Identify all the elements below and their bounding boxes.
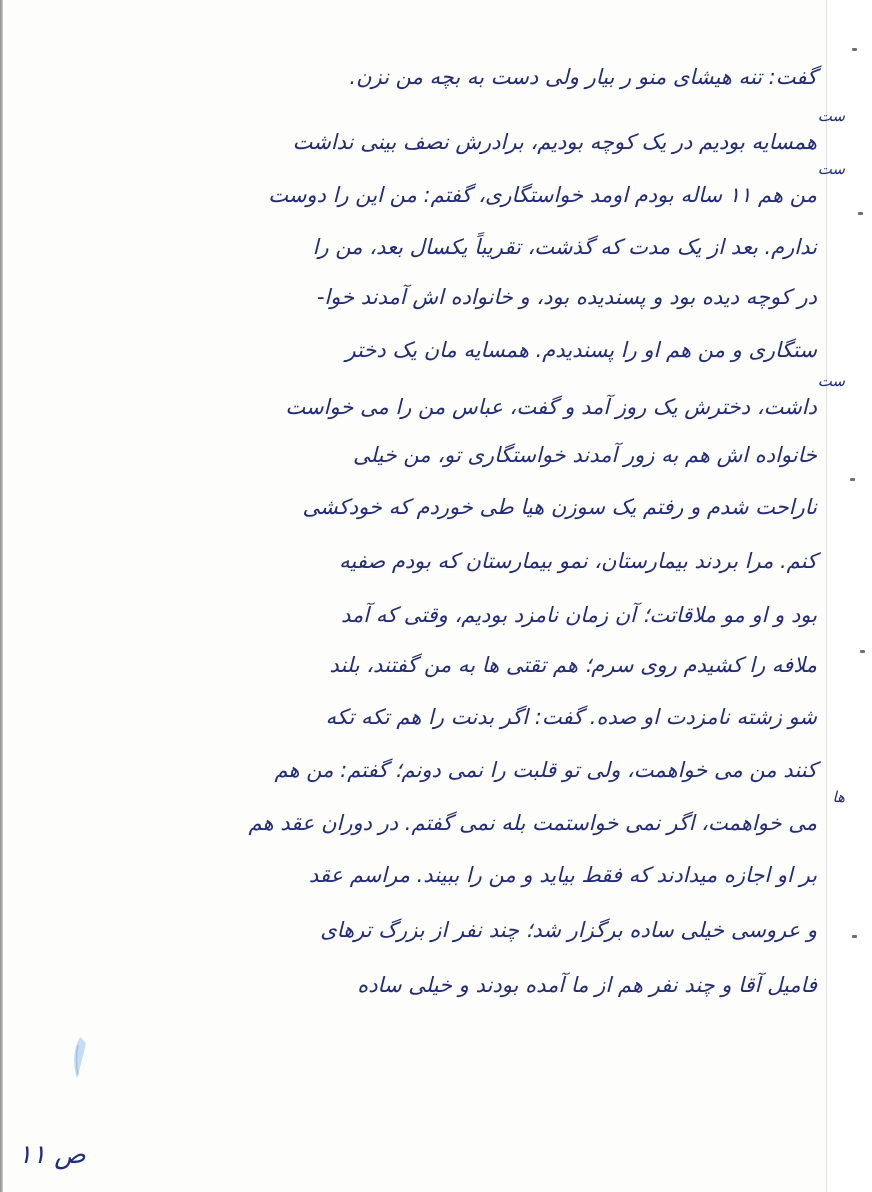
ink-blot-icon — [70, 1035, 88, 1083]
scan-mark — [850, 478, 855, 481]
text-line-14: کنند من می خواهمت، ولی تو قلبت را نمی دونم؛ گفتم: من هم — [274, 758, 817, 782]
text-line-13: شو زشته نامزدت او صده. گفت: اگر بدنت را هم تکه تکه — [325, 705, 817, 729]
scan-mark — [852, 935, 857, 938]
margin-note: ها — [832, 788, 845, 806]
text-line-10: کنم. مرا بردند بیمارستان، نمو بیمارستان که بودم صفیه — [339, 549, 817, 573]
text-line-9: ناراحت شدم و رفتم یک سوزن هیا طی خوردم که خودکشی — [302, 495, 817, 519]
text-line-4: ندارم. بعد از یک مدت که گذشت، تقریباً یکسال بعد، من را — [312, 235, 817, 259]
text-line-15: می خواهمت، اگر نمی خواستمت بله نمی گفتم. در دوران عقد هم ها — [248, 788, 845, 835]
page-right-margin — [826, 0, 872, 1192]
text-line-2: همسایه بودیم در یک کوچه بودیم، برادرش نصف بینی نداشت ست — [292, 107, 845, 154]
scan-mark — [852, 48, 857, 51]
scan-mark — [858, 212, 863, 215]
text-line-6: ستگاری و من هم او را پسندیدم. همسایه مان یک دختر — [345, 338, 817, 362]
text-line-11: بود و او مو ملاقاتت؛ آن زمان نامزد بودیم، وقتی که آمد — [341, 603, 817, 627]
page-left-edge — [0, 0, 3, 1192]
page-number: ص ۱۱ — [18, 1140, 86, 1170]
text-line-17: و عروسی خیلی ساده برگزار شد؛ چند نفر از بزرگ ترهای — [320, 918, 817, 942]
text-line-16: بر او اجازه میدادند که فقط بیاید و من را ببیند. مراسم عقد — [308, 863, 817, 887]
text-line-5: در کوچه دیده بود و پسندیده بود، و خانواده اش آمدند خوا- — [316, 285, 817, 309]
text-line-1: گفت: تنه هیشای منو ‌ر بیار ولی دست به بچه من نزن. — [349, 65, 817, 89]
text-line-12: ملافه را کشیدم روی سرم؛ هم تقتی ها به من گفتند، بلند — [329, 653, 817, 677]
margin-note: ست — [817, 160, 845, 178]
margin-note: ست — [817, 107, 845, 125]
scan-mark — [860, 650, 865, 653]
margin-note: ست — [817, 372, 845, 390]
text-line-8: خانواده اش هم به زور آمدند خواستگاری تو، من خیلی — [352, 443, 817, 467]
text-line-3: من هم ۱۱ ساله بودم اومد خواستگاری، گفتم: من این را دوست ست — [268, 160, 845, 207]
text-line-7: داشت، دخترش یک روز آمد و گفت، عباس من را می خواست ست — [285, 372, 845, 419]
text-line-18: فامیل آقا و چند نفر هم از ما آمده بودند و خیلی ساده — [357, 973, 817, 997]
